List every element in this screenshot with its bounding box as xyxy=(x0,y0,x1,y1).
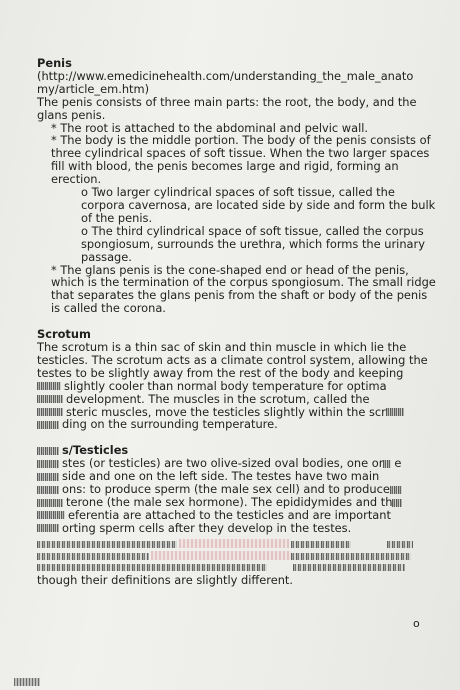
obscured-text xyxy=(386,408,404,416)
testicles-line-4: terone (the male sex hormone). The epididymides and th xyxy=(66,495,393,509)
corpora-cavernosa-item: o Two larger cylindrical spaces of soft tissue, called the corpora cavernosa, are located side by side and form the bulk of the penis. xyxy=(81,185,436,225)
obscured-text xyxy=(37,447,59,455)
document-body xyxy=(37,57,437,587)
obscured-text xyxy=(390,486,402,494)
testicles-line-1-end: e xyxy=(394,456,402,471)
obscured-text xyxy=(392,499,402,507)
testicles-line-6: orting sperm cells after they develop in the testes. xyxy=(62,520,352,535)
scrotum-line-4: slightly cooler than normal body temperature for optima xyxy=(64,378,387,393)
scrotum-line-6: steric muscles, move the testicles slightly within the scr xyxy=(66,404,386,419)
source-url-line-1: (http://www.emedicinehealth.com/understanding_the_male_anato xyxy=(37,68,414,83)
scrotum-line-1: The scrotum is a thin sac of skin and thin muscle in which lie the xyxy=(37,340,407,355)
section-heading-penis: Penis xyxy=(37,56,72,70)
corpus-spongiosum-item: o The third cylindrical space of soft tissue, called the corpus spongiosum, surrounds the urethra, which forms the urinary passage. xyxy=(81,223,425,264)
obscured-text xyxy=(383,460,391,468)
obscured-paragraph xyxy=(37,538,437,568)
obscured-text xyxy=(37,524,59,532)
trailing-letter: o xyxy=(413,617,420,630)
obscured-text xyxy=(37,395,63,403)
scrotum-line-7: ding on the surrounding temperature. xyxy=(62,417,278,432)
penis-intro: The penis consists of three main parts: the root, the body, and the glans penis. xyxy=(37,94,417,122)
obscured-text xyxy=(37,382,61,390)
penis-root-bullet: * The root is attached to the abdominal and pelvic wall. xyxy=(51,120,369,135)
glans-bullet: * The glans penis is the cone-shaped end or head of the penis, which is the termination of the corpus spongiosum. The small ridge that separates the glans penis from the shaft or body of the penis is called the corona. xyxy=(51,262,436,316)
final-line: though their definitions are slightly different. xyxy=(37,572,294,587)
obscured-text xyxy=(37,511,65,519)
obscured-text xyxy=(37,421,59,429)
obscured-text xyxy=(37,408,63,416)
scrotum-line-3: testes to be slightly away from the rest of the body and keeping xyxy=(37,365,404,380)
testicles-line-5: eferentia are attached to the testicles and are important xyxy=(68,507,391,522)
obscured-text xyxy=(37,499,63,507)
testicles-line-6-wrap xyxy=(37,522,437,535)
testicles-line-2: side and one on the left side. The testes have two main xyxy=(62,469,380,484)
obscured-text xyxy=(37,473,59,481)
source-url-line-2: my/article_em.htm) xyxy=(37,81,150,96)
section-heading-testicles: s/Testicles xyxy=(62,443,129,458)
obscured-text xyxy=(37,486,59,494)
penis-body-bullet: * The body is the middle portion. The body of the penis consists of three cylindrical spaces of soft tissue. When the two larger spaces fill with blood, the penis becomes large and rigid, forming an erection. xyxy=(51,133,431,187)
scrotum-line-7-wrap xyxy=(37,418,437,431)
obscured-text xyxy=(37,460,59,468)
scrotum-line-2: testicles. The scrotum acts as a climate control system, allowing the xyxy=(37,352,428,367)
testicles-line-1: stes (or testicles) are two olive-sized oval bodies, one or xyxy=(62,456,384,471)
testicles-line-3: ons: to produce sperm (the male sex cell) and to produce xyxy=(62,482,390,497)
corner-mark xyxy=(14,678,40,686)
scrotum-line-5: development. The muscles in the scrotum, called the xyxy=(66,391,370,406)
section-heading-scrotum: Scrotum xyxy=(37,327,91,342)
